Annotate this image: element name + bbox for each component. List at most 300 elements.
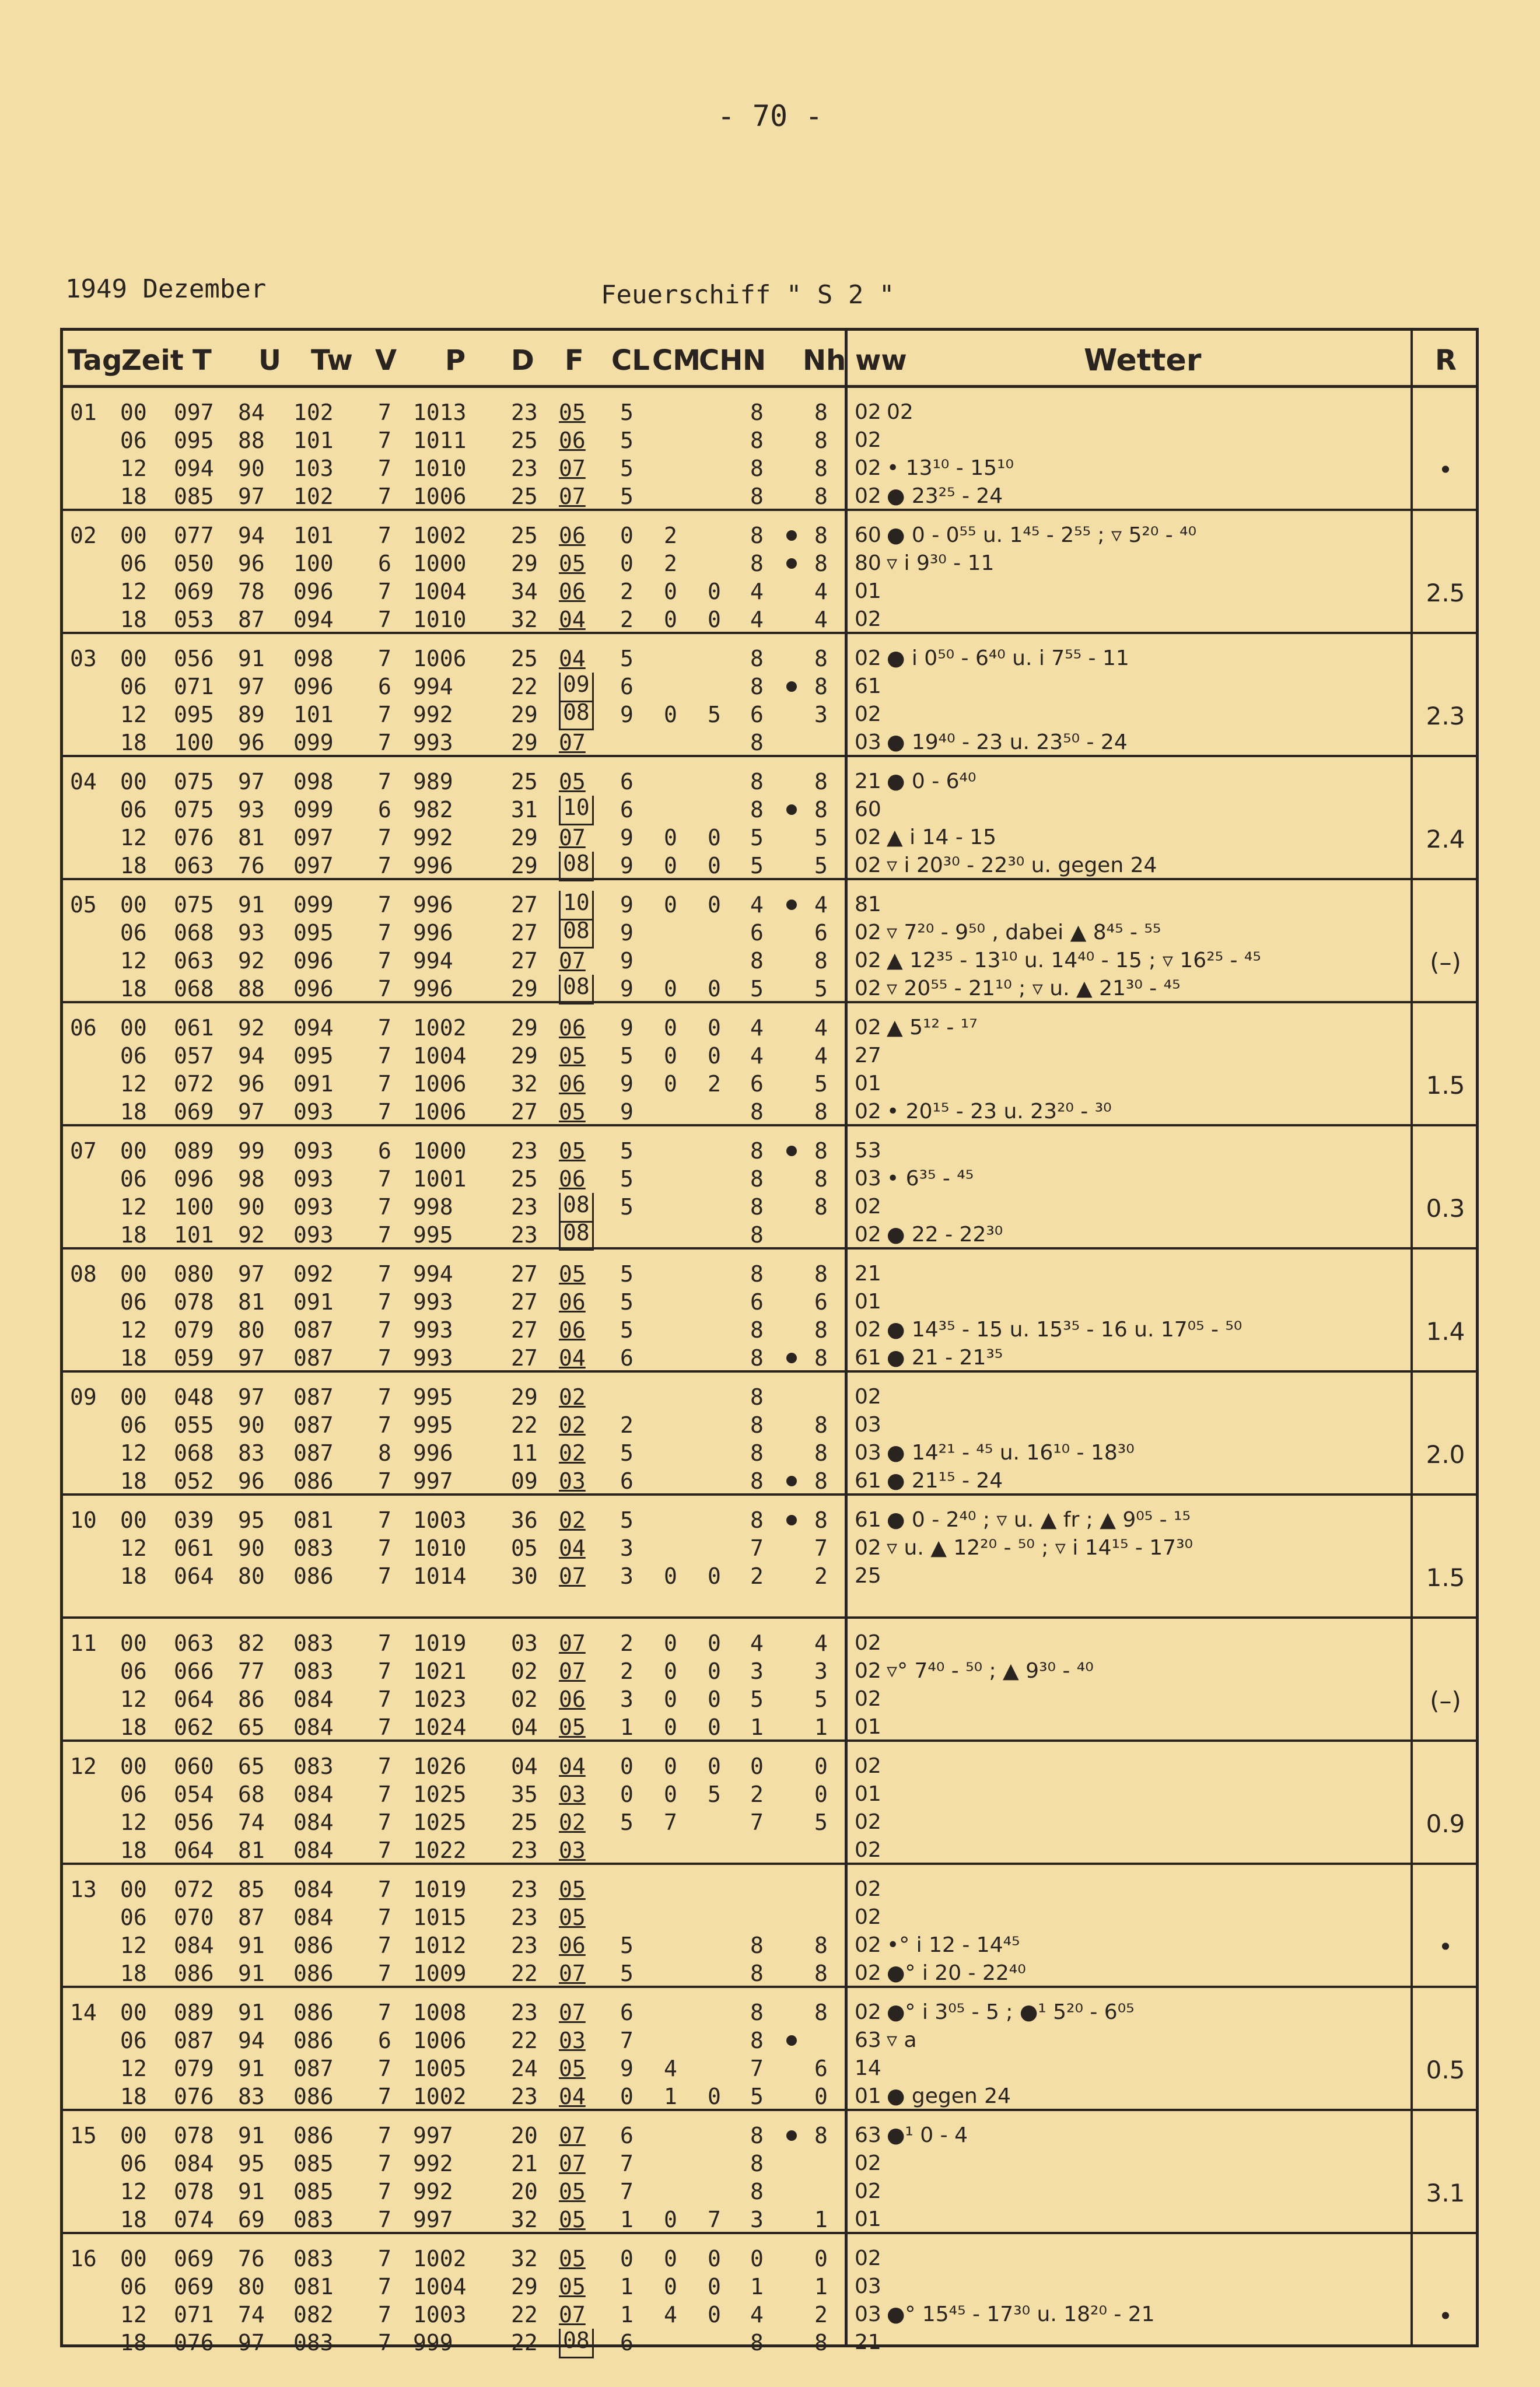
f-cell: 05 xyxy=(559,1877,586,1902)
p-cell: 982 xyxy=(413,797,453,822)
ff-cell: 6 xyxy=(620,674,634,699)
t-cell: 050 xyxy=(174,551,214,576)
p-cell: 1006 xyxy=(413,646,467,671)
table-row xyxy=(63,1534,1476,1562)
u-cell: 96 xyxy=(238,551,265,576)
cm-cell: 0 xyxy=(708,607,721,632)
precip-dot-icon xyxy=(786,2130,797,2141)
f-cell: 07 xyxy=(559,2302,586,2328)
v-cell: 7 xyxy=(378,1468,391,1494)
f-cell: 05 xyxy=(559,1905,586,1930)
ff-cell: 2 xyxy=(620,607,634,632)
f-cell: 06 xyxy=(559,1015,586,1041)
zeit-cell: 06 xyxy=(120,797,147,822)
wetter-cell: ▿ 7²⁰ - 9⁵⁰ , dabei ▲ 8⁴⁵ - ⁵⁵ xyxy=(887,921,1161,944)
table-row xyxy=(63,975,1476,1003)
n-cell: 4 xyxy=(750,1015,764,1041)
ww-cell: 02 xyxy=(855,2246,881,2270)
precip-dot-icon xyxy=(786,1146,797,1156)
nh-cell: 8 xyxy=(814,2000,828,2025)
p-cell: 1022 xyxy=(413,1838,467,1863)
page-number: - 70 - xyxy=(717,99,823,133)
ww-cell: 63 xyxy=(855,2123,881,2147)
wetter-cell: ● 14³⁵ - 15 u. 15³⁵ - 16 u. 17⁰⁵ - ⁵⁰ xyxy=(887,1318,1242,1342)
n-cell: 8 xyxy=(750,1961,764,1986)
table-row xyxy=(63,522,1476,550)
ww-cell: 02 xyxy=(855,1536,881,1560)
nh-cell: 8 xyxy=(814,1138,828,1164)
cm-cell: 0 xyxy=(708,1754,721,1779)
tw-cell: 087 xyxy=(293,1412,334,1438)
ww-cell: 02 xyxy=(855,2000,881,2024)
tag-cell: 08 xyxy=(70,1261,97,1287)
tw-cell: 099 xyxy=(293,797,334,822)
d-cell: 31 xyxy=(511,797,538,822)
tw-cell: 091 xyxy=(293,1071,334,1097)
header-f: F xyxy=(565,344,584,377)
t-cell: 100 xyxy=(174,1194,214,1220)
p-cell: 1009 xyxy=(413,1961,467,1986)
zeit-cell: 12 xyxy=(120,2179,147,2204)
f-cell: 02 xyxy=(559,1412,586,1438)
precip-dot-icon xyxy=(786,804,797,815)
table-row xyxy=(63,1875,1476,1903)
table-row xyxy=(63,550,1476,578)
zeit-cell: 18 xyxy=(120,1099,147,1125)
t-cell: 056 xyxy=(174,646,214,671)
v-cell: 7 xyxy=(378,1043,391,1069)
v-cell: 7 xyxy=(378,1810,391,1835)
n-cell: 8 xyxy=(750,1933,764,1958)
u-cell: 94 xyxy=(238,1043,265,1069)
wetter-cell: ▲ 12³⁵ - 13¹⁰ u. 14⁴⁰ - 15 ; ▿ 16²⁵ - ⁴⁵ xyxy=(887,949,1261,972)
day-block xyxy=(63,1373,1476,1496)
v-cell: 7 xyxy=(378,892,391,918)
d-cell: 23 xyxy=(511,1138,538,1164)
u-cell: 88 xyxy=(238,976,265,1002)
table-row xyxy=(63,1808,1476,1836)
tw-cell: 103 xyxy=(293,456,334,481)
nh-cell: 5 xyxy=(814,1071,828,1097)
tw-cell: 093 xyxy=(293,1099,334,1125)
v-cell: 7 xyxy=(378,1754,391,1779)
t-cell: 057 xyxy=(174,1043,214,1069)
d-cell: 22 xyxy=(511,1412,538,1438)
ff-cell: 6 xyxy=(620,1345,634,1371)
d-cell: 27 xyxy=(511,892,538,918)
wetter-cell: ● 0 - 2⁴⁰ ; ▿ u. ▲ fr ; ▲ 9⁰⁵ - ¹⁵ xyxy=(887,1508,1191,1532)
d-cell: 29 xyxy=(511,976,538,1002)
weather-log-table xyxy=(60,328,1479,2356)
ff-cell: 5 xyxy=(620,456,634,481)
t-cell: 039 xyxy=(174,1507,214,1533)
n-cell: 6 xyxy=(750,920,764,946)
nh-cell: 8 xyxy=(814,1468,828,1494)
ww-cell: 27 xyxy=(855,1044,881,1068)
table-row xyxy=(63,947,1476,975)
t-cell: 069 xyxy=(174,2274,214,2300)
t-cell: 101 xyxy=(174,1222,214,1248)
r-cell: 0.9 xyxy=(1426,1809,1465,1838)
n-cell: 8 xyxy=(750,646,764,671)
table-row xyxy=(63,606,1476,634)
u-cell: 96 xyxy=(238,1071,265,1097)
v-cell: 7 xyxy=(378,769,391,794)
d-cell: 05 xyxy=(511,1535,538,1561)
t-cell: 078 xyxy=(174,1289,214,1315)
ff-cell: 0 xyxy=(620,2246,634,2272)
wetter-cell: 02 xyxy=(887,400,914,424)
tag-cell: 01 xyxy=(70,400,97,425)
v-cell: 7 xyxy=(378,2151,391,2176)
d-cell: 27 xyxy=(511,1317,538,1343)
ww-cell: 61 xyxy=(855,1346,881,1370)
tw-cell: 100 xyxy=(293,551,334,576)
f-cell: 07 xyxy=(559,1630,586,1656)
v-cell: 7 xyxy=(378,1563,391,1589)
n-cell: 8 xyxy=(750,730,764,755)
zeit-cell: 12 xyxy=(120,456,147,481)
ff-cell: 9 xyxy=(620,948,634,974)
n-cell: 8 xyxy=(750,2330,764,2356)
table-row xyxy=(63,1562,1476,1590)
ff-cell: 5 xyxy=(620,428,634,453)
tag-cell: 10 xyxy=(70,1507,97,1533)
d-cell: 04 xyxy=(511,1714,538,1740)
ww-cell: 02 xyxy=(855,1318,881,1342)
table-row xyxy=(63,454,1476,482)
f-cell: 06 xyxy=(559,1933,586,1958)
v-cell: 7 xyxy=(378,1261,391,1287)
table-row xyxy=(63,1260,1476,1288)
zeit-cell: 00 xyxy=(120,769,147,794)
ff-cell: 9 xyxy=(620,825,634,850)
tw-cell: 095 xyxy=(293,1043,334,1069)
d-cell: 22 xyxy=(511,2028,538,2053)
tw-cell: 084 xyxy=(293,1877,334,1902)
tw-cell: 084 xyxy=(293,1810,334,1835)
nh-cell: 8 xyxy=(814,948,828,974)
d-cell: 32 xyxy=(511,2246,538,2272)
p-cell: 1006 xyxy=(413,1099,467,1125)
ff-cell: 6 xyxy=(620,1468,634,1494)
n-cell: 8 xyxy=(750,484,764,509)
f-cell: 07 xyxy=(559,2123,586,2148)
tw-cell: 087 xyxy=(293,1384,334,1410)
d-cell: 24 xyxy=(511,2056,538,2081)
n-cell: 8 xyxy=(750,1440,764,1466)
cl-cell: 0 xyxy=(664,702,677,727)
table-row xyxy=(63,1685,1476,1713)
cl-cell: 4 xyxy=(664,2056,677,2081)
wetter-cell: ▿° 7⁴⁰ - ⁵⁰ ; ▲ 9³⁰ - ⁴⁰ xyxy=(887,1659,1094,1683)
wetter-cell: ● 23²⁵ - 24 xyxy=(887,484,1003,508)
ww-cell: 01 xyxy=(855,1072,881,1096)
p-cell: 1002 xyxy=(413,2246,467,2272)
tag-cell: 09 xyxy=(70,1384,97,1410)
p-cell: 1019 xyxy=(413,1630,467,1656)
f-cell: 04 xyxy=(559,1345,586,1371)
table-row xyxy=(63,1042,1476,1070)
tw-cell: 083 xyxy=(293,2207,334,2232)
n-cell: 8 xyxy=(750,1468,764,1494)
zeit-cell: 06 xyxy=(120,2151,147,2176)
r-cell: 1.5 xyxy=(1426,1563,1465,1592)
n-cell: 4 xyxy=(750,1043,764,1069)
ww-cell: 02 xyxy=(855,1385,881,1409)
nh-cell: 8 xyxy=(814,1412,828,1438)
f-cell: 09 xyxy=(559,673,594,702)
tag-cell: 07 xyxy=(70,1138,97,1164)
t-cell: 096 xyxy=(174,1166,214,1192)
nh-cell: 6 xyxy=(814,2056,828,2081)
t-cell: 063 xyxy=(174,948,214,974)
p-cell: 996 xyxy=(413,892,453,918)
d-cell: 32 xyxy=(511,1071,538,1097)
header-cl: CL xyxy=(611,344,650,377)
n-cell: 4 xyxy=(750,579,764,604)
u-cell: 82 xyxy=(238,1630,265,1656)
table-row xyxy=(63,1931,1476,1959)
n-cell: 2 xyxy=(750,1782,764,1807)
v-cell: 7 xyxy=(378,702,391,727)
f-cell: 03 xyxy=(559,1468,586,1494)
ww-cell: 61 xyxy=(855,1508,881,1532)
v-cell: 7 xyxy=(378,1658,391,1684)
ww-cell: 03 xyxy=(855,1441,881,1465)
ww-cell: 02 xyxy=(855,1905,881,1929)
zeit-cell: 06 xyxy=(120,1289,147,1315)
cl-cell: 0 xyxy=(664,976,677,1002)
p-cell: 1006 xyxy=(413,484,467,509)
zeit-cell: 06 xyxy=(120,428,147,453)
ff-cell: 2 xyxy=(620,1630,634,1656)
d-cell: 27 xyxy=(511,920,538,946)
f-cell: 02 xyxy=(559,1810,586,1835)
cl-cell: 0 xyxy=(664,1686,677,1712)
ff-cell: 9 xyxy=(620,920,634,946)
n-cell: 1 xyxy=(750,2274,764,2300)
p-cell: 995 xyxy=(413,1412,453,1438)
tw-cell: 084 xyxy=(293,1905,334,1930)
table-row xyxy=(63,1999,1476,2027)
n-cell: 6 xyxy=(750,702,764,727)
table-row xyxy=(63,645,1476,673)
v-cell: 7 xyxy=(378,1961,391,1986)
f-cell: 05 xyxy=(559,1714,586,1740)
t-cell: 070 xyxy=(174,1905,214,1930)
f-cell: 06 xyxy=(559,1686,586,1712)
nh-cell: 8 xyxy=(814,428,828,453)
ww-cell: 02 xyxy=(855,702,881,726)
n-cell: 8 xyxy=(750,948,764,974)
n-cell: 1 xyxy=(750,1714,764,1740)
v-cell: 7 xyxy=(378,2246,391,2272)
n-cell: 8 xyxy=(750,551,764,576)
cl-cell: 0 xyxy=(664,1043,677,1069)
d-cell: 23 xyxy=(511,456,538,481)
f-cell: 02 xyxy=(559,1507,586,1533)
t-cell: 074 xyxy=(174,2207,214,2232)
f-cell: 08 xyxy=(559,1193,594,1223)
d-cell: 22 xyxy=(511,2330,538,2356)
day-block xyxy=(63,1865,1476,1988)
ff-cell: 5 xyxy=(620,1440,634,1466)
f-cell: 06 xyxy=(559,428,586,453)
t-cell: 060 xyxy=(174,1754,214,1779)
nh-cell: 4 xyxy=(814,607,828,632)
f-cell: 04 xyxy=(559,1535,586,1561)
u-cell: 96 xyxy=(238,730,265,755)
f-cell: 05 xyxy=(559,769,586,794)
v-cell: 6 xyxy=(378,1138,391,1164)
zeit-cell: 00 xyxy=(120,2123,147,2148)
d-cell: 23 xyxy=(511,1838,538,1863)
ww-cell: 02 xyxy=(855,1016,881,1040)
header-ww: ww xyxy=(855,344,907,377)
tw-cell: 093 xyxy=(293,1222,334,1248)
t-cell: 075 xyxy=(174,797,214,822)
f-cell: 08 xyxy=(559,2329,594,2358)
r-cell: 2.0 xyxy=(1426,1440,1465,1469)
tw-cell: 087 xyxy=(293,1317,334,1343)
tw-cell: 083 xyxy=(293,1630,334,1656)
f-cell: 05 xyxy=(559,2056,586,2081)
p-cell: 1003 xyxy=(413,1507,467,1533)
d-cell: 22 xyxy=(511,2302,538,2328)
nh-cell: 0 xyxy=(814,2246,828,2272)
ww-cell: 60 xyxy=(855,797,881,821)
t-cell: 076 xyxy=(174,2084,214,2109)
cm-cell: 0 xyxy=(708,1658,721,1684)
cl-cell: 2 xyxy=(664,523,677,548)
f-cell: 03 xyxy=(559,2028,586,2053)
d-cell: 23 xyxy=(511,2084,538,2109)
tw-cell: 086 xyxy=(293,1961,334,1986)
cm-cell: 0 xyxy=(708,2246,721,2272)
tw-cell: 083 xyxy=(293,2330,334,2356)
f-cell: 04 xyxy=(559,607,586,632)
u-cell: 81 xyxy=(238,1838,265,1863)
f-cell: 05 xyxy=(559,1043,586,1069)
v-cell: 7 xyxy=(378,428,391,453)
n-cell: 5 xyxy=(750,1686,764,1712)
ff-cell: 3 xyxy=(620,1686,634,1712)
ww-cell: 02 xyxy=(855,646,881,670)
v-cell: 7 xyxy=(378,1099,391,1125)
u-cell: 95 xyxy=(238,2151,265,2176)
wetter-cell: ● 19⁴⁰ - 23 u. 23⁵⁰ - 24 xyxy=(887,730,1128,754)
ww-cell: 02 xyxy=(855,1838,881,1862)
tw-cell: 083 xyxy=(293,1754,334,1779)
u-cell: 81 xyxy=(238,825,265,850)
p-cell: 1013 xyxy=(413,400,467,425)
cm-cell: 0 xyxy=(708,2302,721,2328)
zeit-cell: 18 xyxy=(120,1563,147,1589)
ff-cell: 0 xyxy=(620,523,634,548)
nh-cell: 2 xyxy=(814,2302,828,2328)
tw-cell: 093 xyxy=(293,1138,334,1164)
r-cell: 3.1 xyxy=(1426,2178,1465,2207)
t-cell: 069 xyxy=(174,579,214,604)
d-cell: 25 xyxy=(511,1810,538,1835)
d-cell: 20 xyxy=(511,2123,538,2148)
tag-cell: 15 xyxy=(70,2123,97,2148)
ff-cell: 5 xyxy=(620,1317,634,1343)
t-cell: 075 xyxy=(174,892,214,918)
f-cell: 02 xyxy=(559,1384,586,1410)
zeit-cell: 18 xyxy=(120,976,147,1002)
v-cell: 7 xyxy=(378,1222,391,1248)
u-cell: 97 xyxy=(238,1099,265,1125)
n-cell: 8 xyxy=(750,1194,764,1220)
v-cell: 7 xyxy=(378,976,391,1002)
cl-cell: 0 xyxy=(664,853,677,878)
zeit-cell: 06 xyxy=(120,920,147,946)
t-cell: 059 xyxy=(174,1345,214,1371)
zeit-cell: 00 xyxy=(120,523,147,548)
tw-cell: 082 xyxy=(293,2302,334,2328)
u-cell: 91 xyxy=(238,646,265,671)
v-cell: 7 xyxy=(378,2123,391,2148)
ww-cell: 02 xyxy=(855,1687,881,1711)
u-cell: 91 xyxy=(238,1961,265,1986)
d-cell: 29 xyxy=(511,730,538,755)
r-cell: (–) xyxy=(1430,1686,1461,1715)
wetter-cell: ●° i 20 - 22⁴⁰ xyxy=(887,1961,1026,1985)
nh-cell: 0 xyxy=(814,1782,828,1807)
ww-cell: 02 xyxy=(855,921,881,944)
tw-cell: 094 xyxy=(293,607,334,632)
d-cell: 29 xyxy=(511,825,538,850)
p-cell: 1005 xyxy=(413,2056,467,2081)
tag-cell: 02 xyxy=(70,523,97,548)
ww-cell: 02 xyxy=(855,1810,881,1834)
precip-dot-icon xyxy=(786,1476,797,1486)
table-row xyxy=(63,2273,1476,2301)
zeit-cell: 06 xyxy=(120,1166,147,1192)
u-cell: 81 xyxy=(238,1289,265,1315)
zeit-cell: 18 xyxy=(120,730,147,755)
v-cell: 7 xyxy=(378,2056,391,2081)
n-cell: 8 xyxy=(750,1166,764,1192)
u-cell: 68 xyxy=(238,1782,265,1807)
v-cell: 7 xyxy=(378,579,391,604)
day-block xyxy=(63,1126,1476,1250)
wetter-cell: ▿ 20⁵⁵ - 21¹⁰ ; ▿ u. ▲ 21³⁰ - ⁴⁵ xyxy=(887,977,1181,1000)
ff-cell: 9 xyxy=(620,976,634,1002)
nh-cell: 3 xyxy=(814,1658,828,1684)
cl-cell: 0 xyxy=(664,2207,677,2232)
ww-cell: 02 xyxy=(855,977,881,1000)
u-cell: 98 xyxy=(238,1166,265,1192)
tw-cell: 096 xyxy=(293,674,334,699)
wetter-cell: ▿ u. ▲ 12²⁰ - ⁵⁰ ; ▿ i 14¹⁵ - 17³⁰ xyxy=(887,1536,1193,1560)
p-cell: 1004 xyxy=(413,1043,467,1069)
d-cell: 29 xyxy=(511,1015,538,1041)
u-cell: 97 xyxy=(238,2330,265,2356)
f-cell: 07 xyxy=(559,948,586,974)
wetter-cell: ● 0 - 0⁵⁵ u. 1⁴⁵ - 2⁵⁵ ; ▿ 5²⁰ - ⁴⁰ xyxy=(887,523,1196,547)
wetter-cell: ● 22 - 22³⁰ xyxy=(887,1223,1003,1247)
ff-cell: 9 xyxy=(620,892,634,918)
t-cell: 068 xyxy=(174,976,214,1002)
f-cell: 07 xyxy=(559,1961,586,1986)
f-cell: 06 xyxy=(559,579,586,604)
tw-cell: 084 xyxy=(293,1714,334,1740)
cl-cell: 0 xyxy=(664,892,677,918)
zeit-cell: 12 xyxy=(120,2302,147,2328)
